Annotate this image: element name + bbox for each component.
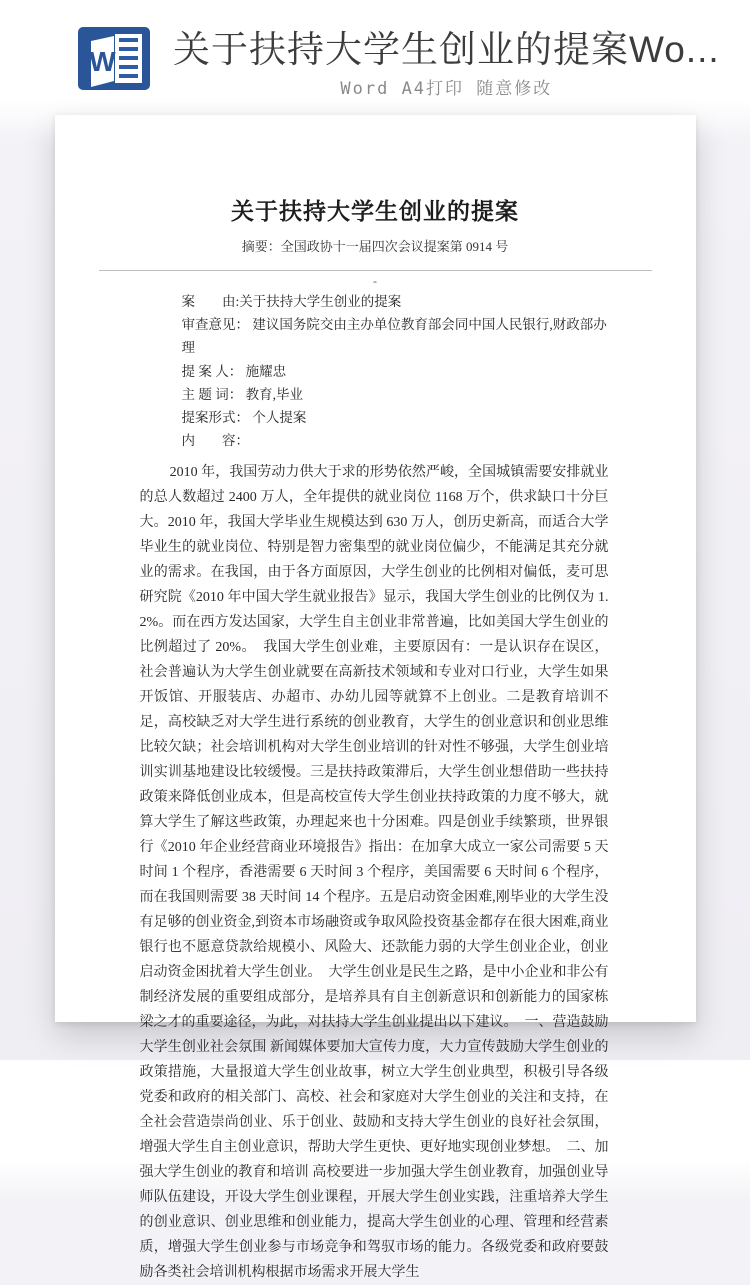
meta-row-content xyxy=(182,429,608,452)
meta-row-review-opinion xyxy=(182,313,608,359)
page-marker: - xyxy=(373,274,377,288)
meta-label: 审查意见： xyxy=(181,317,249,333)
word-file-icon xyxy=(78,27,150,90)
meta-row-keywords xyxy=(182,383,608,406)
document-meta-block xyxy=(182,290,608,452)
meta-row-proposer xyxy=(182,360,608,383)
page-title: 关于扶持大学生创业的提案Wo... xyxy=(173,29,720,70)
meta-label: 内 容： xyxy=(181,433,249,449)
document-body-text: 2010 年，我国劳动力供大于求的形势依然严峻，全国城镇需要安排就业的总人数超过 2400 万人，全年提供的就业岗位 1168 万个，供求缺口十分巨大。2010 年，我国大学毕业生规模达到 630 万人，创历史新高，而适合大学毕业生的就业岗位、特别是智力密集型的就业岗位偏少，不能满足其充分就业的需求。在我国，由于各方面原因，大学生创业的比例相对偏低，麦可思研究院《2010 年中国大学生就业报告》显示，我国大学生创业的比例仅为 1.2%。而在西方发达国家，大学生自主创业非常普遍，比如美国大学生创业的比例超过了 20%。 我国大学生创业难，主要原因有：一是认识存在误区，社会普遍认为大学生创业就要在高新技术领域和专业对口行业，大学生如果开饭馆、开服装店、办超市、办幼儿园等就算不上创业。二是教育培训不足，高校缺乏对大学生进行系统的创业教育，大学生的创业意识和创业思维比较欠缺；社会培训机构对大学生创业培训的针对性不够强，大学生创业培训实训基地建设比较缓慢。三是扶持政策滞后，大学生创业想借助一些扶持政策来降低创业成本，但是高校宣传大学生创业扶持政策的力度不够大，就算大学生了解这些政策，办理起来也十分困难。四是创业手续繁琐，世界银行《2010 年企业经营商业环境报告》指出：在加拿大成立一家公司需要 5 天时间 1 个程序，香港需要 6 天时间 3 个程序，美国需要 6 天时间 6 个程序，而在我国则需要 38 天时间 14 个程序。五是启动资金困难,刚毕业的大学生没有足够的创业资金,到资本市场融资或争取风险投资基金都存在很大困难,商业银行也不愿意贷款给规模小、风险大、还款能力弱的大学生创业企业，创业启动资金困扰着大学生创业。 大学生创业是民生之路，是中小企业和非公有制经济发展的重要组成部分，是培养具有自主创新意识和创新能力的国家栋梁之才的重要途径，为此，对扶持大学生创业提出以下建议。 一、营造鼓励大学生创业社会氛围 新闻媒体要加大宣传力度，大力宣传鼓励大学生创业的政策措施，大量报道大学生创业故事，树立大学生创业典型，积极引导各级党委和政府的相关部门、高校、社会和家庭对大学生创业的关注和支持，在全社会营造崇尚创业、乐于创业、鼓励和支持大学生创业的良好社会氛围，增强大学生自主创业意识，帮助大学生更快、更好地实现创业梦想。 二、加强大学生创业的教育和培训 高校要进一步加强大学生创业教育，加强创业导师队伍建设，开设大学生创业课程，开展大学生创业实践，注重培养大学生的创业意识、创业思维和创业能力，提高大学生创业的心理、管理和经营素质，增强大学生创业参与市场竞争和驾驭市场的能力。各级党委和政府要鼓励各类社会培训机构根据市场需求开展大学生 xyxy=(139,465,609,1281)
meta-value: 建议国务院交由主办单位教育部会同中国人民银行,财政部办理 xyxy=(181,317,607,356)
meta-row-proposal-type xyxy=(182,406,608,429)
meta-value: 施耀忠 xyxy=(245,363,287,379)
divider xyxy=(99,270,652,271)
meta-value: 个人提案 xyxy=(252,410,307,426)
header-text-block xyxy=(173,27,720,99)
meta-value: 教育,毕业 xyxy=(245,386,303,402)
svg-text:W: W xyxy=(89,46,116,77)
page-subtitle: Word A4打印 随意修改 xyxy=(340,79,553,100)
meta-label: 提 案 人： xyxy=(181,363,243,379)
meta-label: 主 题 词： xyxy=(181,386,243,402)
meta-label: 提案形式： xyxy=(181,410,249,426)
document-preview-page[interactable] xyxy=(55,115,696,1281)
meta-value: 关于扶持大学生创业的提案 xyxy=(239,294,402,309)
document-abstract: 摘要：全国政协十一届四次会议提案第 0914 号 xyxy=(241,239,509,254)
listing-header xyxy=(0,0,750,100)
document-title: 关于扶持大学生创业的提案 xyxy=(231,199,519,224)
meta-row-case-subject xyxy=(182,290,608,313)
meta-label: 案 由: xyxy=(181,294,240,309)
